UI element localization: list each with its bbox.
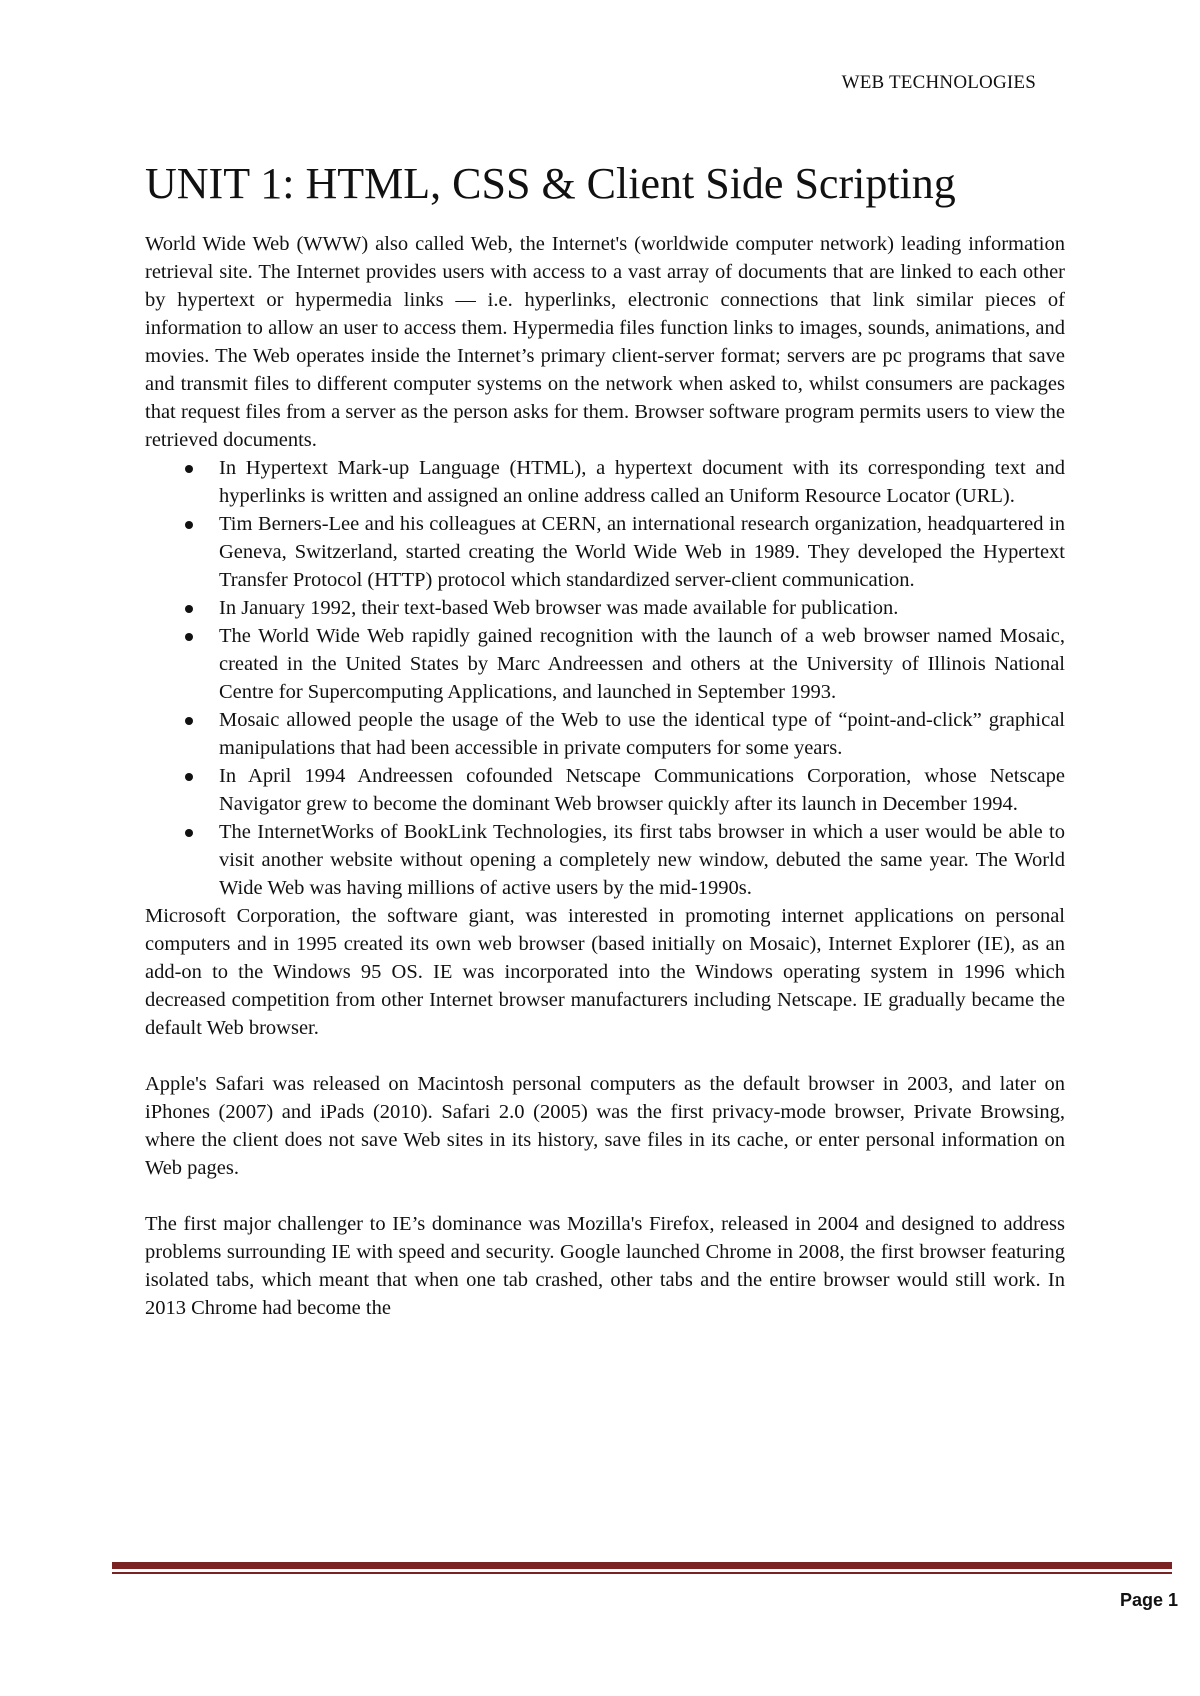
microsoft-paragraph: Microsoft Corporation, the software giant, was interested in promoting internet applications on personal computers and in 1995 created its own web browser (based initially on Mosaic), Internet Explorer (IE), as an add-on to the Windows 95 OS. IE was incorporated into the Windows operating system in 1996 which decreased competition from other Internet browser manufacturers including Netscape. IE gradually became the default Web browser. — [145, 905, 1065, 1040]
document-body — [145, 160, 1065, 1322]
footer-divider-thin — [112, 1572, 1172, 1574]
list-item: Mosaic allowed people the usage of the Web to use the identical type of “point-and-click” graphical manipulations that had been accessible in private computers for some years. — [219, 706, 1065, 762]
list-item: In January 1992, their text-based Web browser was made available for publication. — [219, 594, 1065, 622]
safari-paragraph: Apple's Safari was released on Macintosh personal computers as the default browser in 2003, and later on iPhones (2007) and iPads (2010). Safari 2.0 (2005) was the first privacy-mode browser, Private Browsing, where the client does not save Web sites in its history, save files in its cache, or enter personal information on Web pages. — [145, 1073, 1065, 1180]
list-item: Tim Berners-Lee and his colleagues at CERN, an international research organization, headquartered in Geneva, Switzerland, started creating the World Wide Web in 1989. They developed the Hypertext Transfer Protocol (HTTP) protocol which standardized server-client communication. — [219, 510, 1065, 594]
history-bullet-list — [145, 454, 1065, 902]
page-number: Page 1 — [1119, 1590, 1178, 1610]
running-header: WEB TECHNOLOGIES — [841, 72, 1036, 93]
list-item: In April 1994 Andreessen cofounded Netscape Communications Corporation, whose Netscape Navigator grew to become the dominant Web browser quickly after its launch in December 1994. — [219, 762, 1065, 818]
list-item: The World Wide Web rapidly gained recognition with the launch of a web browser named Mosaic, created in the United States by Marc Andreessen and others at the University of Illinois National Centre for Supercomputing Applications, and launched in September 1993. — [219, 622, 1065, 706]
list-item: In Hypertext Mark-up Language (HTML), a hypertext document with its corresponding text and hyperlinks is written and assigned an online address called an Uniform Resource Locator (URL). — [219, 454, 1065, 510]
page-title: UNIT 1: HTML, CSS & Client Side Scripting — [145, 159, 956, 208]
footer-divider — [112, 1562, 1172, 1569]
firefox-chrome-paragraph: The first major challenger to IE’s dominance was Mozilla's Firefox, released in 2004 and designed to address problems surrounding IE with speed and security. Google launched Chrome in 2008, the first browser featuring isolated tabs, which meant that when one tab crashed, other tabs and the entire browser would still work. In 2013 Chrome had become the — [145, 1213, 1065, 1320]
list-item: The InternetWorks of BookLink Technologies, its first tabs browser in which a user would be able to visit another website without opening a completely new window, debuted the same year. The World Wide Web was having millions of active users by the mid-1990s. — [219, 818, 1065, 902]
intro-paragraph: World Wide Web (WWW) also called Web, the Internet's (worldwide computer network) leading information retrieval site. The Internet provides users with access to a vast array of documents that are linked to each other by hypertext or hypermedia links — i.e. hyperlinks, electronic connections that link similar pieces of information to allow an user to access them. Hypermedia files function links to images, sounds, animations, and movies. The Web operates inside the Internet’s primary client-server format; servers are pc programs that save and transmit files to different computer systems on the network when asked to, whilst consumers are packages that request files from a server as the person asks for them. Browser software program permits users to view the retrieved documents. — [145, 233, 1065, 452]
